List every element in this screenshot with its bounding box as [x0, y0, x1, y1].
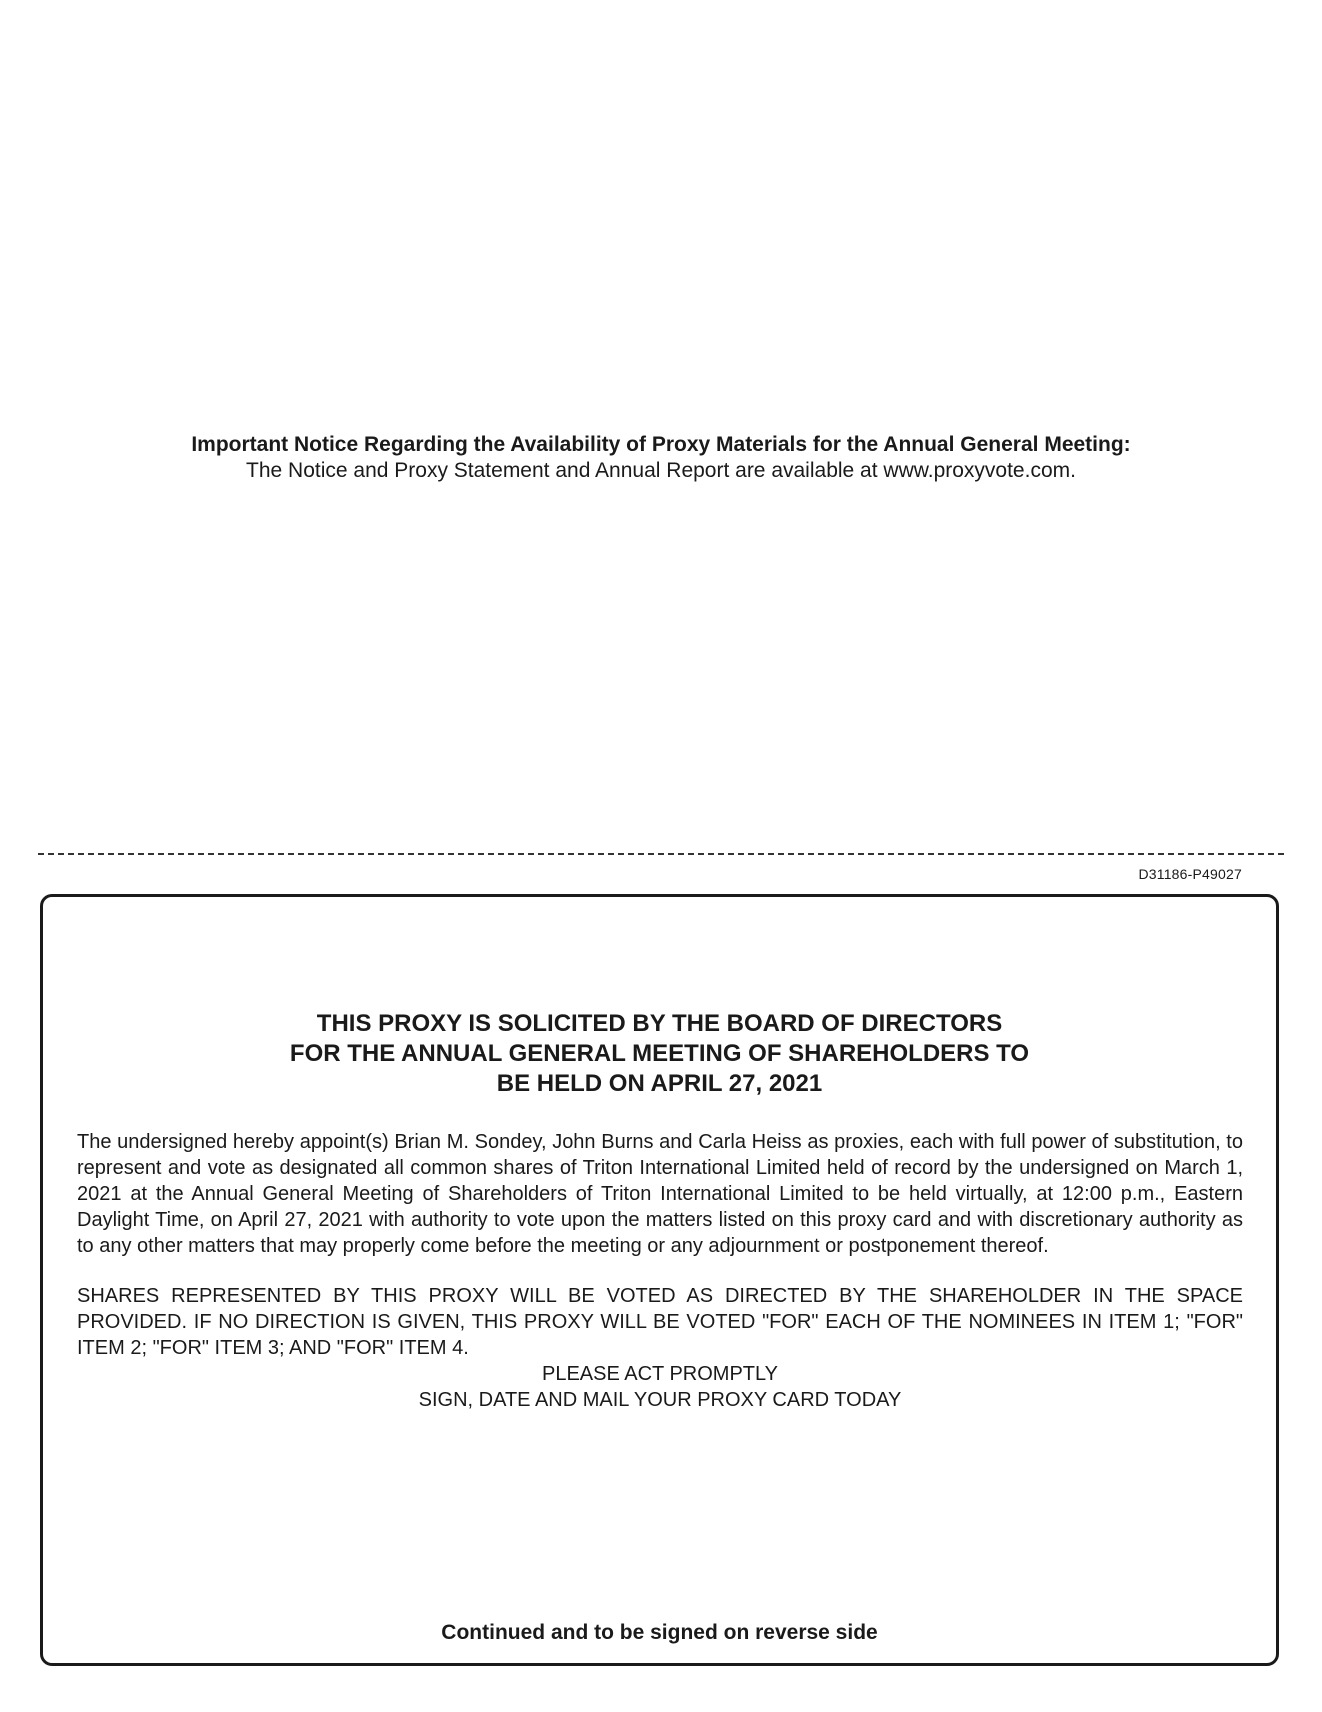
proxy-title-line: THIS PROXY IS SOLICITED BY THE BOARD OF DIRECTORS	[316, 1010, 1003, 1037]
appointment-paragraph: The undersigned hereby appoint(s) Brian M. Sondey, John Burns and Carla Heiss as proxies, each with full power of substitution, to represent and vote as designated all common shares of Triton International Limited held of record by the undersigned on March 1, 2021 at the Annual General Meeting of Shareholders of Triton International Limited to be held virtually, at 12:00 p.m., Eastern Daylight Time, on April 27, 2021 with authority to vote upon the matters listed on this proxy card and with discretionary authority as to any other matters that may properly come before the meeting or any adjournment or postponement thereof.	[77, 1131, 1243, 1257]
act-promptly-block	[77, 1361, 1243, 1413]
proxy-card-title	[43, 1009, 1276, 1099]
document-code: D31186-P49027	[1138, 866, 1242, 882]
notice-text: The Notice and Proxy Statement and Annual Report are available at www.proxyvote.com.	[246, 459, 1076, 482]
proxy-card-body	[77, 1129, 1243, 1413]
availability-notice	[0, 432, 1322, 484]
act-promptly-line: PLEASE ACT PROMPTLY	[541, 1363, 778, 1385]
shares-voting-paragraph: SHARES REPRESENTED BY THIS PROXY WILL BE VOTED AS DIRECTED BY THE SHAREHOLDER IN THE SPACE PROVIDED. IF NO DIRECTION IS GIVEN, THIS PROXY WILL BE VOTED "FOR" EACH OF THE NOMINEES IN ITEM 1; "FOR" ITEM 2; "FOR" ITEM 3; AND "FOR" ITEM 4.	[77, 1285, 1243, 1359]
sign-date-mail-line: SIGN, DATE AND MAIL YOUR PROXY CARD TODAY	[418, 1389, 902, 1411]
continued-reverse-note: Continued and to be signed on reverse side	[441, 1621, 878, 1644]
proxy-title-line: FOR THE ANNUAL GENERAL MEETING OF SHAREHOLDERS TO	[289, 1040, 1030, 1067]
detach-cut-line	[38, 853, 1284, 855]
notice-title: Important Notice Regarding the Availability of Proxy Materials for the Annual General Meeting:	[191, 433, 1131, 456]
proxy-card	[40, 894, 1279, 1666]
proxy-title-line: BE HELD ON APRIL 27, 2021	[496, 1070, 823, 1097]
